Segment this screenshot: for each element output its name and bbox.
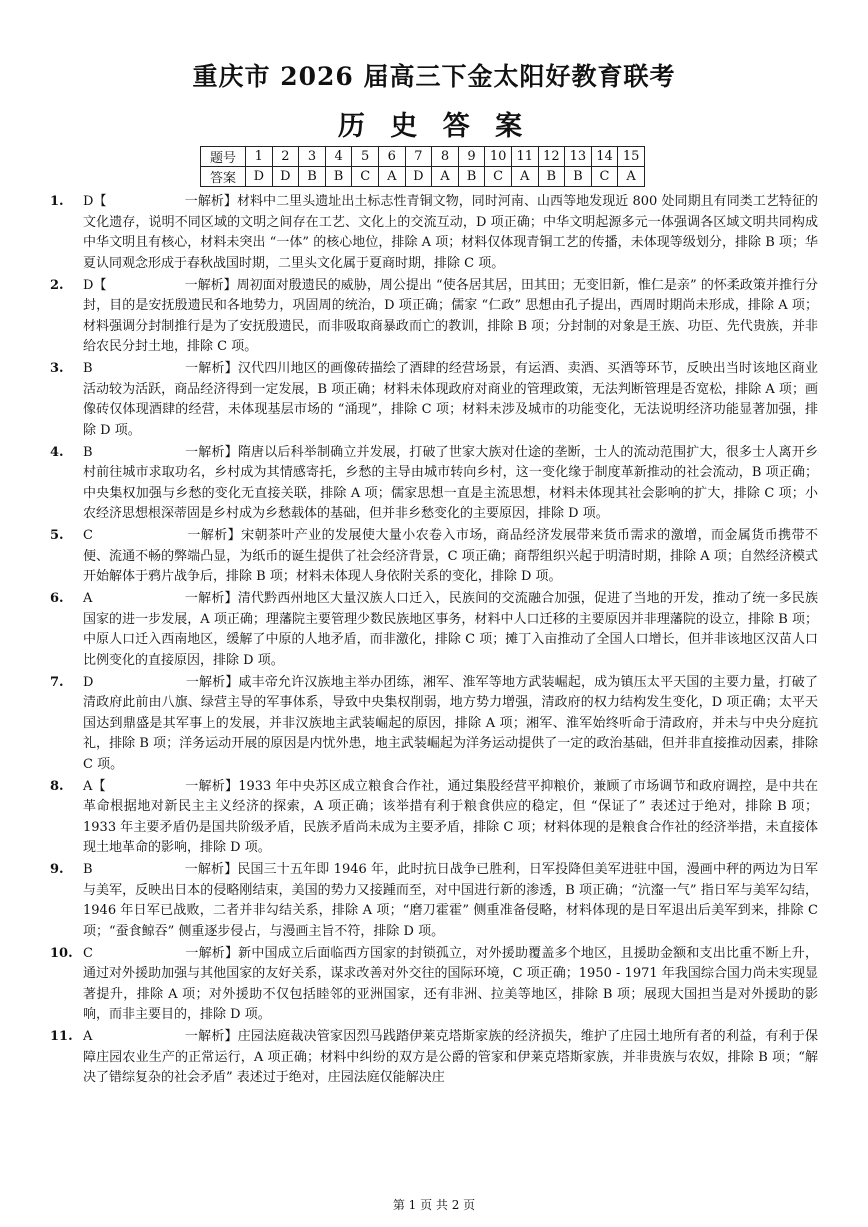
q-number: 6 xyxy=(378,147,405,167)
q-number: 11 xyxy=(511,147,538,167)
item-text: B 一解析】汉代四川地区的画像砖描绘了酒肆的经营场景，有运酒、卖酒、买酒等环节，反映出当时该地区商业活动较为活跃，商品经济得到一定发展，B 项正确；材料未体现政府对商业的管理政策，无法判断管理是否宽松，排除 A 项；画像砖仅体现酒肆的经营，未体现基层市场的 “涌现”，排除 C 项；材料未涉及城市的功能变化，无法说明经济功能显著加强，排除 D 项。 xyxy=(83,361,818,438)
q-number: 13 xyxy=(565,147,592,167)
q-answer: C xyxy=(485,167,512,187)
item-text: D【 一解析】材料中二里头遗址出土标志性青铜文物，同时河南、山西等地发现近 800 处同期且有同类工艺特征的文化遗存，说明不同区域的文明之间存在工艺、文化上的交流互动，D 项正确；中华文明起源多元一体强调各区域文明共同构成中华文明且有核心，材料未突出 “一体” 的核心地位，排除 A 项；材料仅体现青铜工艺的传播，未体现等级划分，排除 B 项；华夏认同观念形成于春秋战国时期，二里头文化属于夏商时期，排除 C 项。 xyxy=(83,194,818,271)
q-answer: B xyxy=(299,167,326,187)
q-number: 10 xyxy=(485,147,512,167)
item-text: A 一解析】清代黔西州地区大量汉族人口迁入，民族间的交流融合加强，促进了当地的开发，推动了统一多民族国家的进一步发展，A 项正确；理藩院主要管理少数民族地区事务，材料中人口迁移的主要原因并非理藩院的设立，排除 B 项；中原人口迁入西南地区，缓解了中原的人地矛盾，而非激化，排除 C 项；摊丁入亩推动了全国人口增长，但并非该地区汉苗人口比例变化的直接原因，排除 D 项。 xyxy=(83,591,818,668)
row-label-number: 题号 xyxy=(201,147,246,167)
q-number: 12 xyxy=(538,147,565,167)
q-answer: D xyxy=(246,167,273,187)
item-number: 3. xyxy=(50,361,64,376)
item-text: C 一解析】新中国成立后面临西方国家的封锁孤立，对外援助覆盖多个地区，且援助金额和支出比重不断上升，通过对外援助加强与其他国家的友好关系，谋求改善对外交往的国际环境，C 项正确；1950 - 1971 年我国综合国力尚未实现显著提升，排除 A 项；对外援助不仅包括睦邻的亚洲国家，还有非洲、拉美等地区，排除 B 项；展现大国担当是对外援助的影响，而非主要目的，排除 D 项。 xyxy=(83,945,818,1022)
q-number: 5 xyxy=(352,147,379,167)
q-number: 14 xyxy=(591,147,618,167)
item-text: D 一解析】咸丰帝允许汉族地主举办团练，湘军、淮军等地方武装崛起，成为镇压太平天国的主要力量，打破了清政府此前由八旗、绿营主导的军事体系，导致中央集权削弱，地方势力增强，清政府的权力结构发生变化，D 项正确；太平天国达到鼎盛是其军事上的发展，并非汉族地主武装崛起的原因，排除 A 项；湘军、淮军始终听命于清政府，并未与中央分庭抗礼，排除 B 项；洋务运动开展的原因是内忧外患，地主武装崛起为洋务运动提供了一定的政治基础，但并非直接推动因素，排除 C 项。 xyxy=(83,674,818,772)
item-number: 1. xyxy=(50,194,64,209)
q-number: 1 xyxy=(246,147,273,167)
q-answer: D xyxy=(272,167,299,187)
explanation-item xyxy=(50,673,818,776)
answer-key-table xyxy=(200,146,645,187)
q-answer: A xyxy=(511,167,538,187)
item-text: A 一解析】庄园法庭裁决管家因烈马践踏伊莱克塔斯家族的经济损失，维护了庄园土地所有者的利益，有利于保障庄园农业生产的正常运行，A 项正确；材料中纠纷的双方是公爵的管家和伊莱克塔斯家族，并非贵族与农奴，排除 B 项；“解决了错综复杂的社会矛盾” 表述过于绝对，庄园法庭仅能解决庄 xyxy=(83,1029,818,1085)
item-number: 5. xyxy=(50,528,64,543)
q-answer: A xyxy=(378,167,405,187)
explanation-item xyxy=(50,526,818,588)
answer-subtitle: 历 史 答 案 xyxy=(337,111,531,142)
item-number: 4. xyxy=(50,444,64,460)
item-text: D【 一解析】周初面对殷遗民的威胁，周公提出 “使各居其居，田其田；无变旧新，惟仁是亲” 的怀柔政策并推行分封，目的是安抚殷遗民和各地势力，巩固周的统治，D 项正确；儒家 “仁政” 思想由孔子提出，西周时期尚未形成，排除 A 项；材料强调分封制推行是为了安抚殷遗民，而非吸取商暴政而亡的教训，排除 B 项；分封制的对象是王族、功臣、先代贵族，并非给农民分封土地，排除 C 项。 xyxy=(83,277,818,354)
explanation-item xyxy=(50,589,818,671)
explanation-item xyxy=(50,443,818,525)
explanation-list xyxy=(50,192,818,1090)
q-answer: B xyxy=(458,167,485,187)
explanation-item xyxy=(50,1027,818,1089)
explanation-item xyxy=(50,777,818,859)
item-text: A【 一解析】1933 年中央苏区成立粮食合作社，通过集股经营平抑粮价，兼顾了市场调节和政府调控，是中共在革命根据地对新民主主义经济的探索，A 项正确；该举措有利于粮食供应的稳定，但 “保证了” 表述过于绝对，排除 B 项；1933 年主要矛盾仍是国共阶级矛盾，民族矛盾尚未成为主要矛盾，排除 C 项；材料体现的是粮食合作社的经济举措，未直接体现土地革命的影响，排除 D 项。 xyxy=(83,778,818,855)
item-text: B 一解析】隋唐以后科举制确立并发展，打破了世家大族对仕途的垄断，士人的流动范围扩大，很多士人离开乡村前往城市求取功名，乡村成为其情感寄托，乡愁的主导由城市转向乡村，这一变化缘于制度革新推动的社会流动，B 项正确；中央集权加强与乡愁的变化无直接关联，排除 A 项；儒家思想一直是主流思想，材料未体现其社会影响的扩大，排除 C 项；小农经济思想根深蒂固是乡村成为乡愁载体的基础，但并非乡愁变化的主要原因，排除 D 项。 xyxy=(83,444,818,521)
item-number: 8. xyxy=(50,778,64,794)
row-label-answer: 答案 xyxy=(201,167,246,187)
q-number: 3 xyxy=(299,147,326,167)
q-answer: B xyxy=(565,167,592,187)
explanation-item xyxy=(50,192,818,274)
q-number: 9 xyxy=(458,147,485,167)
item-number: 9. xyxy=(50,862,64,877)
q-number: 2 xyxy=(272,147,299,167)
item-number: 2. xyxy=(50,277,64,293)
item-number: 7. xyxy=(50,674,64,690)
item-number: 6. xyxy=(50,591,64,606)
q-answer: C xyxy=(352,167,379,187)
q-number: 8 xyxy=(432,147,459,167)
explanation-item xyxy=(50,860,818,942)
exam-title: 重庆市 2026 届高三下金太阳好教育联考 xyxy=(192,62,676,91)
item-number: 10. xyxy=(50,945,73,961)
explanation-item xyxy=(50,276,818,358)
answer-row xyxy=(201,167,645,187)
q-answer: B xyxy=(538,167,565,187)
q-answer: B xyxy=(325,167,352,187)
q-answer: D xyxy=(405,167,432,187)
explanation-item xyxy=(50,944,818,1026)
q-number: 7 xyxy=(405,147,432,167)
page-footer: 第 1 页 共 2 页 xyxy=(392,1198,476,1212)
q-answer: A xyxy=(618,167,645,187)
q-answer: C xyxy=(591,167,618,187)
q-number: 4 xyxy=(325,147,352,167)
q-number: 15 xyxy=(618,147,645,167)
item-text: B 一解析】民国三十五年即 1946 年，此时抗日战争已胜利，日军投降但美军进驻中国，漫画中秤的两边为日军与美军，反映出日本的侵略刚结束，美国的势力又接踵而至，对中国进行新的渗透，B 项正确；“沆瀣一气” 指日军与美军勾结，1946 年日军已战败，二者并非勾结关系，排除 A 项；“磨刀霍霍” 侧重准备侵略，材料体现的是日军退出后美军到来，排除 C 项；“蚕食鲸吞” 侧重逐步侵占，与漫画主旨不符，排除 D 项。 xyxy=(83,862,818,939)
explanation-item xyxy=(50,359,818,441)
question-number-row xyxy=(201,147,645,167)
item-number: 11. xyxy=(50,1029,73,1044)
q-answer: A xyxy=(432,167,459,187)
item-text: C 一解析】宋朝茶叶产业的发展使大量小农卷入市场，商品经济发展带来货币需求的激增，而金属货币携带不便、流通不畅的弊端凸显，为纸币的诞生提供了社会经济背景，C 项正确；商帮组织兴起于明清时期，排除 A 项；自然经济模式开始解体于鸦片战争后，排除 B 项；材料未体现人身依附关系的变化，排除 D 项。 xyxy=(83,528,818,584)
